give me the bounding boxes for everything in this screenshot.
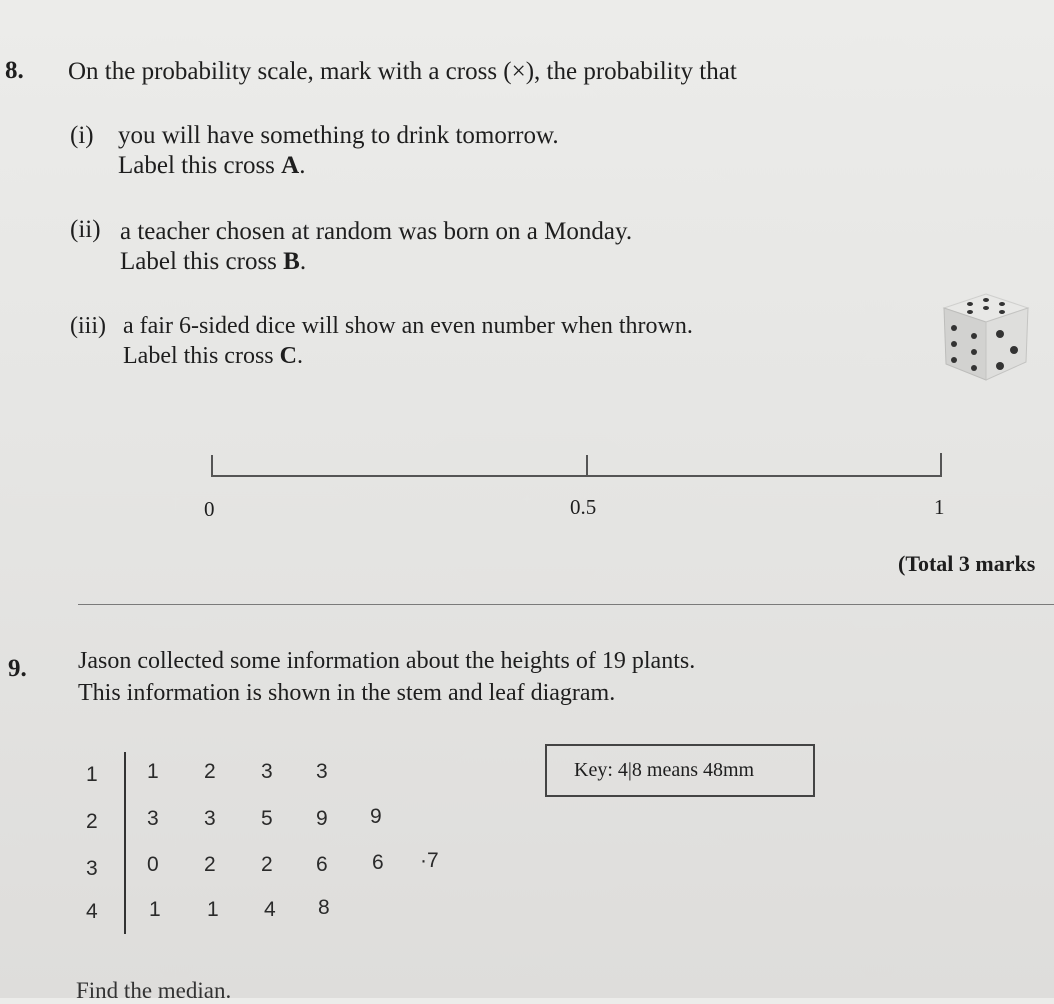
total-marks: (Total 3 marks (898, 551, 1036, 576)
q8-intro: On the probability scale, mark with a cross (×), the probability that (68, 58, 737, 85)
q9-line-1: Jason collected some information about the heights of 19 plants. (78, 648, 696, 674)
scale-label-0: 0 (204, 497, 215, 521)
section-divider (78, 604, 1054, 605)
stem: 3 (86, 857, 98, 880)
leaf: 9 (370, 805, 382, 828)
dice-icon (940, 290, 1032, 382)
question-number-8: 8. (5, 57, 24, 84)
leaf: 1 (149, 898, 161, 921)
stem: 1 (86, 763, 98, 786)
scale-tick-0-5 (586, 455, 588, 477)
q8-part-ii-label: Label this cross B. (120, 248, 307, 275)
leaf: 2 (204, 760, 216, 783)
q8-part-iii-text: a fair 6-sided dice will show an even number when thrown. (123, 313, 693, 339)
scale-label-1: 1 (934, 495, 945, 519)
leaf: 5 (261, 807, 273, 830)
leaf: 6 (316, 853, 328, 876)
stem: 2 (86, 810, 98, 833)
leaf: 3 (261, 760, 273, 783)
q9-line-2: This information is shown in the stem and leaf diagram. (78, 680, 616, 706)
leaf: 1 (147, 760, 159, 783)
leaf: 8 (318, 896, 330, 919)
stem: 4 (86, 900, 98, 923)
leaf: 2 (204, 853, 216, 876)
q8-part-ii-text: a teacher chosen at random was born on a Monday. (120, 218, 633, 245)
leaf: 6 (372, 851, 384, 874)
q8-part-iii-num: (iii) (70, 313, 106, 339)
leaf: 9 (316, 807, 328, 830)
q8-part-ii-num: (ii) (70, 216, 101, 243)
leaf: 4 (264, 898, 276, 921)
stem-leaf-divider (124, 752, 126, 934)
q8-part-i-label: Label this cross A. (118, 152, 306, 179)
key-box (545, 744, 815, 797)
scale-tick-0 (211, 455, 213, 477)
leaf: 1 (207, 898, 219, 921)
leaf: 3 (204, 807, 216, 830)
q9-question: Find the median. (76, 978, 232, 1003)
q8-part-i-text: you will have something to drink tomorrow. (118, 122, 559, 149)
scale-tick-1 (940, 453, 942, 477)
leaf: 0 (147, 853, 159, 876)
leaf: 3 (147, 807, 159, 830)
key-text: Key: 4|8 means 48mm (574, 759, 755, 781)
q8-part-i-num: (i) (70, 122, 94, 149)
leaf: 3 (316, 760, 328, 783)
scale-label-0-5: 0.5 (570, 495, 597, 519)
leaf: 2 (261, 853, 273, 876)
probability-scale-line (211, 475, 942, 477)
q8-part-iii-label: Label this cross C. (123, 343, 303, 369)
question-number-9: 9. (8, 655, 27, 682)
leaf: ·7 (420, 849, 439, 872)
